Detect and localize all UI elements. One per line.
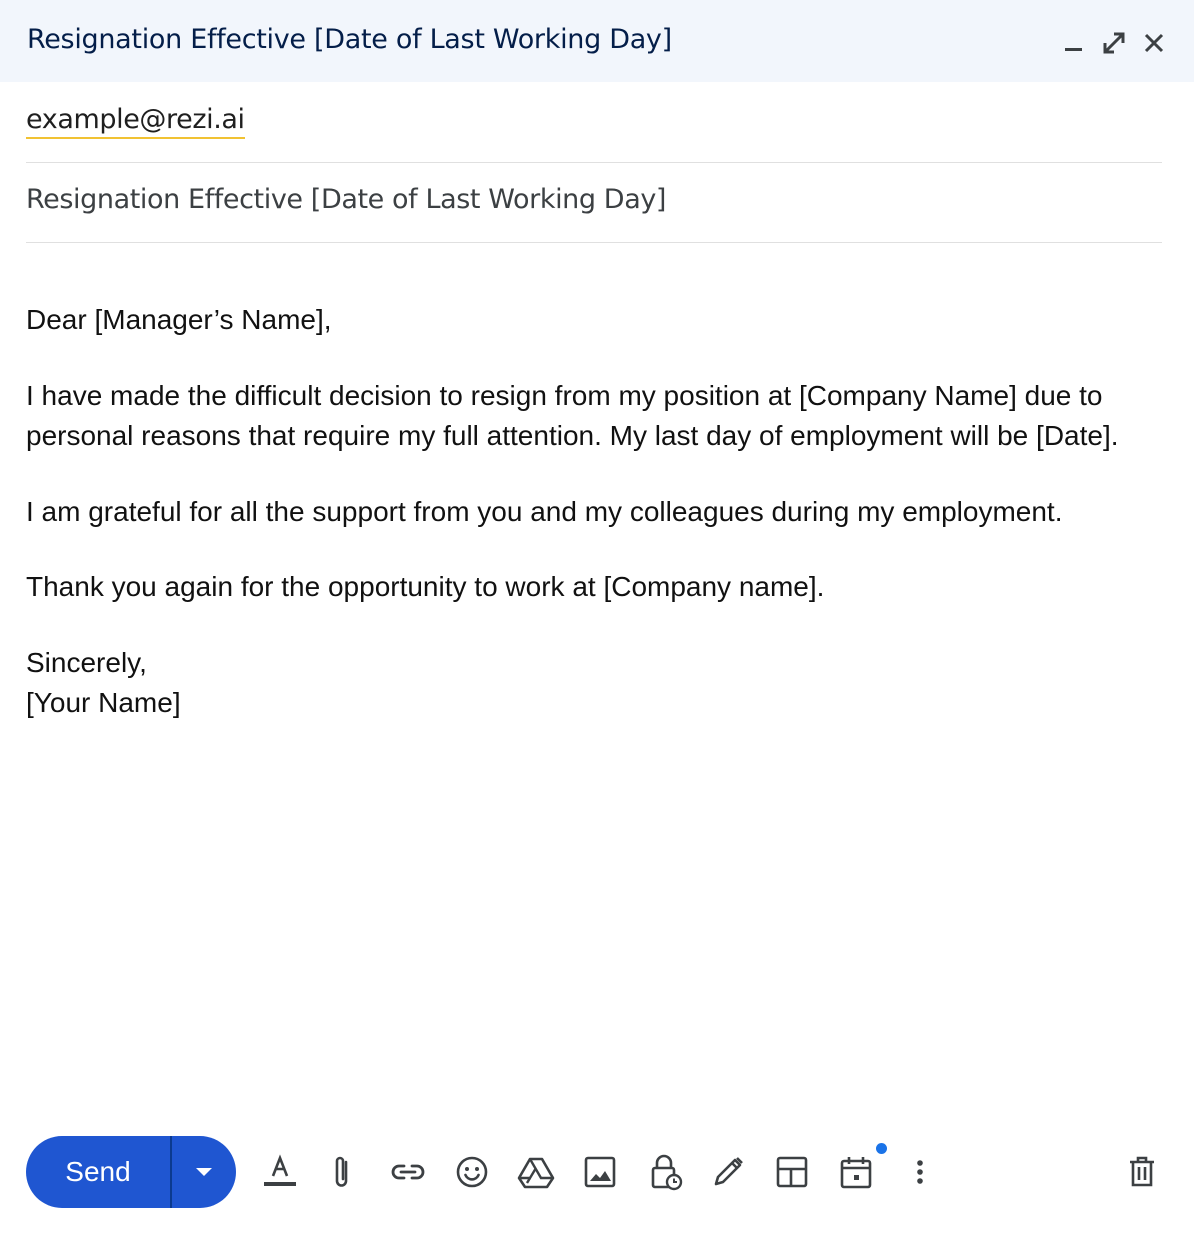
compose-window-title: Resignation Effective [Date of Last Working Day] [27, 24, 672, 55]
notification-dot [876, 1143, 887, 1154]
image-icon [578, 1150, 622, 1194]
discard-draft-button[interactable] [1120, 1150, 1164, 1194]
attach-icon [321, 1150, 365, 1194]
confidential-mode-button[interactable] [643, 1150, 687, 1194]
send-button-group [26, 1136, 236, 1208]
body-paragraph-1: I have made the difficult decision to resign from my position at [Company Name] due to personal reasons that require my full attention. My last day of employment will be [Date]. [26, 379, 1119, 451]
insert-link-button[interactable] [386, 1150, 430, 1194]
chevron-down-icon [172, 1136, 236, 1208]
text-format-icon [258, 1150, 302, 1194]
formatting-options-button[interactable] [258, 1150, 302, 1194]
message-body[interactable] [26, 300, 1166, 724]
insert-emoji-button[interactable] [450, 1150, 494, 1194]
layout-template-icon [770, 1150, 814, 1194]
compose-title-bar [0, 0, 1194, 82]
compose-toolbar [0, 1136, 1194, 1208]
drive-icon [514, 1150, 558, 1194]
body-signature: [Your Name] [26, 687, 181, 718]
schedule-calendar-icon [834, 1150, 878, 1194]
link-icon [386, 1150, 430, 1194]
send-button[interactable]: Send [65, 1156, 131, 1187]
subject-field[interactable] [26, 162, 1162, 243]
minimize-button[interactable] [1057, 26, 1091, 60]
layouts-button[interactable] [770, 1150, 814, 1194]
signature-pen-icon [706, 1150, 750, 1194]
insert-signature-button[interactable] [706, 1150, 750, 1194]
body-closing: Sincerely, [26, 646, 147, 678]
body-paragraph-3: Thank you again for the opportunity to work at [Company name]. [26, 571, 825, 602]
confidential-lock-icon [643, 1150, 687, 1194]
minimize-icon [1057, 26, 1091, 60]
attach-files-button[interactable] [321, 1150, 365, 1194]
body-paragraph-2: I am grateful for all the support from you and my colleagues during my employment. [26, 495, 1063, 527]
schedule-button[interactable] [834, 1150, 878, 1194]
insert-photo-button[interactable] [578, 1150, 622, 1194]
expand-icon [1097, 26, 1131, 60]
more-options-button[interactable] [898, 1150, 942, 1194]
more-options-icon [898, 1150, 942, 1194]
body-greeting: Dear [Manager’s Name], [26, 304, 332, 335]
trash-icon [1120, 1150, 1164, 1194]
insert-drive-button[interactable] [514, 1150, 558, 1194]
expand-button[interactable] [1097, 26, 1131, 60]
recipient-chip[interactable]: example@rezi.ai [26, 104, 245, 139]
to-field[interactable] [26, 82, 1162, 163]
subject-input[interactable]: Resignation Effective [Date of Last Working Day] [26, 184, 667, 215]
close-icon [1137, 26, 1171, 60]
close-button[interactable] [1137, 26, 1171, 60]
send-options-button[interactable] [172, 1136, 236, 1208]
emoji-icon [450, 1150, 494, 1194]
